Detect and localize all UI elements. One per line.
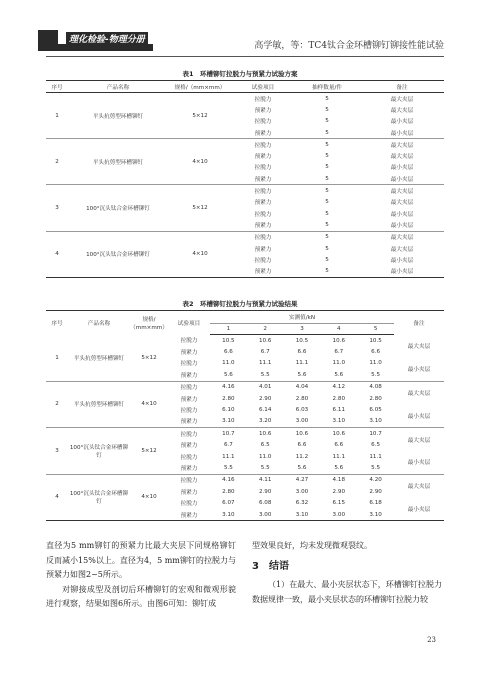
- table2-cell: 11.1: [369, 453, 382, 460]
- table2: [46, 310, 444, 521]
- table2-cell-spec: 4×10: [130, 381, 168, 428]
- table1-cell: 5: [325, 245, 329, 252]
- table2-cell-spec: 5×12: [130, 335, 168, 382]
- table2-cell: 5.6: [320, 369, 357, 381]
- table1-header-cell: 产品名称: [68, 81, 168, 93]
- table2-cell: 10.5: [369, 337, 382, 344]
- table2-cell-name: 平头抗剪型环槽铆钉: [68, 381, 130, 428]
- table2-cell: 6.11: [332, 407, 346, 414]
- table2-cell-remark: 最大夹层: [407, 437, 431, 444]
- right-paragraph-1: 型效果良好，均未发现微观裂纹。: [252, 541, 372, 550]
- page-number: 23: [427, 636, 436, 644]
- table2-cell: 3.00: [320, 509, 357, 521]
- table2-header-row: [46, 311, 444, 324]
- table2-cell: 2.90: [258, 488, 272, 495]
- table1-cell-no: 1: [46, 93, 68, 139]
- table2-cell: 2.90: [258, 395, 272, 402]
- table2-cell: 10.7: [369, 430, 382, 437]
- table2-cell-remark: 最大夹层: [407, 390, 431, 397]
- table1-cell: 最小夹层: [360, 219, 444, 231]
- table2-cell-remark: 最小夹层: [394, 497, 444, 520]
- table1-cell: 5: [325, 118, 329, 125]
- table1-cell-spec: 5×12: [168, 93, 232, 139]
- table2-cell: 11.1: [222, 453, 235, 460]
- table2-cell: 6.10: [222, 407, 235, 414]
- table2-row: [46, 381, 444, 393]
- table2-cell-name: 100°沉头钛合金环槽铆钉: [68, 474, 130, 521]
- table2-cell: 4.12: [332, 384, 346, 391]
- table1-cell: 拉脱力: [254, 235, 272, 242]
- table2-cell: 3.20: [247, 416, 284, 428]
- table1-row: [46, 93, 444, 105]
- table1-cell: 5: [325, 141, 329, 148]
- section-title-conclusion: 3 结语: [252, 560, 289, 572]
- table1-cell-name: 100°沉头钛合金环槽铆钉: [68, 185, 168, 231]
- table1-cell: 拉脱力: [254, 96, 272, 103]
- table1-cell: 最大夹层: [390, 154, 414, 161]
- table2-header-measured: 实测值/kN: [210, 311, 394, 324]
- table2-cell: 3.10: [357, 416, 394, 428]
- table2-cell: 6.7: [260, 349, 270, 356]
- table2-cell: 10.7: [222, 430, 235, 437]
- table2-cell: 6.6: [334, 442, 344, 449]
- table2-cell: 拉脱力: [180, 454, 198, 461]
- table2-cell: 10.6: [332, 430, 346, 437]
- table2-cell: 5.6: [284, 369, 321, 381]
- table2-cell: 2.80: [295, 395, 309, 402]
- table2-cell: 6.6: [223, 349, 233, 356]
- table1-cell: 最大夹层: [390, 200, 414, 207]
- table1-cell: 5: [325, 199, 329, 206]
- table2-cell: 11.2: [295, 453, 309, 460]
- table1-cell-spec: 4×10: [168, 231, 232, 277]
- table2-cell: 3.10: [357, 509, 394, 521]
- table2-cell: 2.80: [332, 395, 346, 402]
- table1-cell: 5: [325, 210, 329, 217]
- table1-cell: 拉脱力: [254, 119, 272, 126]
- table2-cell: 3.00: [284, 416, 321, 428]
- table1-cell: 拉脱力: [254, 189, 272, 196]
- table2-cell: 2.80: [222, 488, 235, 495]
- table2-cell: 6.5: [371, 442, 381, 449]
- table2-cell: 预紧力: [180, 350, 198, 357]
- table1-cell-no: 4: [46, 231, 68, 277]
- table2-cell: 3.00: [247, 509, 284, 521]
- table2-header-item: 试验项目: [168, 311, 210, 335]
- table1-cell: 5: [294, 265, 360, 277]
- table2-cell: 5.5: [210, 462, 247, 474]
- journal-logo-text: 理化检验-物理分册: [66, 32, 148, 45]
- table2-cell: 6.7: [223, 442, 233, 449]
- table2-cell: 预紧力: [168, 509, 210, 521]
- table1-cell: 最小夹层: [360, 265, 444, 277]
- table1-header-cell: 序号: [46, 81, 68, 93]
- table1-cell: 最小夹层: [390, 119, 414, 126]
- table2-cell: 4.08: [369, 384, 382, 391]
- table2-cell: 拉脱力: [180, 338, 198, 345]
- table2-cell: 11.0: [369, 360, 382, 367]
- table2-cell: 拉脱力: [180, 478, 198, 485]
- table2-cell: 5.6: [210, 369, 247, 381]
- table2-subheader-cell: 5: [357, 324, 394, 335]
- table1-row: [46, 231, 444, 243]
- table2-cell: 6.6: [297, 442, 307, 449]
- table2-cell: 4.11: [258, 477, 272, 484]
- table2-cell: 3.10: [210, 509, 247, 521]
- table2-cell: 预紧力: [180, 489, 198, 496]
- table1-cell: 最大夹层: [390, 189, 414, 196]
- table2-header-name: 产品名称: [68, 311, 130, 335]
- table1-cell: 预紧力: [232, 127, 294, 139]
- table2-cell: 5.5: [247, 369, 284, 381]
- table2-cell: 6.6: [297, 349, 307, 356]
- table2-header-remark: 备注: [394, 311, 444, 335]
- table2-cell: 5.6: [320, 462, 357, 474]
- journal-logo: [14, 30, 154, 54]
- table2-cell: 10.6: [295, 430, 309, 437]
- table1-cell-name: 平头抗剪型环槽铆钉: [68, 139, 168, 185]
- table1-row: [46, 139, 444, 151]
- table2-cell-remark: 最小夹层: [394, 358, 444, 381]
- table2-cell: 拉脱力: [180, 385, 198, 392]
- table2-cell: 2.90: [369, 488, 382, 495]
- table2-cell: 2.80: [369, 395, 382, 402]
- table1-cell: 5: [325, 188, 329, 195]
- table1-cell: 预紧力: [254, 200, 272, 207]
- table1-cell: 预紧力: [254, 246, 272, 253]
- table2-cell: 拉脱力: [180, 361, 198, 368]
- header-rule: [46, 56, 444, 57]
- table2-cell: 11.0: [258, 453, 272, 460]
- table2-row: [46, 474, 444, 486]
- table1-cell: 预紧力: [232, 265, 294, 277]
- table2-subheader-cell: 3: [284, 324, 321, 335]
- table2-cell: 6.14: [258, 407, 272, 414]
- table2-cell-name: 平头抗剪型环槽铆钉: [68, 335, 130, 382]
- table2-cell: 5.5: [357, 369, 394, 381]
- table1-cell: 预紧力: [254, 107, 272, 114]
- table2-cell: 3.10: [210, 416, 247, 428]
- table1-cell: 最小夹层: [360, 127, 444, 139]
- table2-cell: 10.6: [332, 337, 346, 344]
- table2-cell: 5.5: [247, 462, 284, 474]
- table1-header-row: [46, 81, 444, 93]
- table1-cell-name: 平头抗剪型环槽铆钉: [68, 93, 168, 139]
- table2-cell: 预紧力: [168, 416, 210, 428]
- table1-cell-spec: 5×12: [168, 185, 232, 231]
- page-header: [0, 0, 480, 51]
- table2-cell: 4.27: [295, 477, 309, 484]
- table1-cell: 拉脱力: [254, 142, 272, 149]
- table2-cell: 10.5: [295, 337, 309, 344]
- table2-cell: 2.90: [332, 488, 346, 495]
- table2-cell: 4.20: [369, 477, 382, 484]
- table2-cell: 6.05: [369, 407, 382, 414]
- body-right-column: [252, 539, 442, 607]
- table1-cell: 5: [325, 256, 329, 263]
- table2-cell: 预紧力: [180, 443, 198, 450]
- table1-cell-no: 2: [46, 139, 68, 185]
- table2-cell: 11.0: [332, 360, 346, 367]
- table1-cell: 最大夹层: [390, 107, 414, 114]
- table2-header-spec: 规格/（mm×mm）: [130, 311, 168, 335]
- table2-cell: 拉脱力: [180, 431, 198, 438]
- table1-cell: 最小夹层: [390, 257, 414, 264]
- table1-cell: 5: [325, 106, 329, 113]
- table1-cell: 预紧力: [232, 219, 294, 231]
- table1-cell-spec: 4×10: [168, 139, 232, 185]
- table1-cell: 5: [325, 95, 329, 102]
- table2-row: [46, 428, 444, 440]
- table2-cell: 预紧力: [168, 462, 210, 474]
- table2-cell: 10.6: [258, 430, 272, 437]
- table2-row: [46, 335, 444, 347]
- table2-cell-remark: 最小夹层: [394, 404, 444, 427]
- table2-cell-spec: 5×12: [130, 428, 168, 475]
- table1-cell: 预紧力: [232, 173, 294, 185]
- table1-cell-no: 3: [46, 185, 68, 231]
- table2-cell: 预紧力: [180, 396, 198, 403]
- left-paragraph-1: 直径为5 mm铆钉的预紧力比最大夹层下同规格铆钉反而减小15%以上。直径为4，5 mm铆钉的拉脱力与预紧力如图2~5所示。: [46, 541, 236, 579]
- table1-caption: 表1 环槽铆钉拉脱力与预紧力试验方案: [182, 70, 298, 78]
- table2-cell: 4.16: [222, 384, 235, 391]
- table1-cell: 拉脱力: [254, 211, 272, 218]
- body-left-column: [46, 539, 236, 612]
- table2-cell: 6.18: [369, 500, 382, 507]
- table2-cell-remark: 最大夹层: [407, 484, 431, 491]
- table1-cell: 拉脱力: [254, 257, 272, 264]
- table1-cell: 最大夹层: [390, 235, 414, 242]
- table2-cell: 预紧力: [168, 369, 210, 381]
- table1-cell: 5: [294, 127, 360, 139]
- table2-cell: 6.03: [295, 407, 309, 414]
- table2-cell-no: 1: [46, 335, 68, 382]
- right-paragraph-2: （1）在最大、最小夹层状态下，环槽铆钉拉脱力数据规律一致，最小夹层状态的环槽铆钉拉脱力较: [252, 580, 442, 604]
- table1-cell: 最小夹层: [390, 165, 414, 172]
- table1-cell: 5: [325, 234, 329, 241]
- table2-cell: 3.10: [320, 416, 357, 428]
- table1-cell: 5: [294, 173, 360, 185]
- table2-cell: 6.07: [222, 500, 235, 507]
- table1-cell: 预紧力: [254, 154, 272, 161]
- table2-subheader-cell: 1: [210, 324, 247, 335]
- table2-cell: 11.1: [258, 360, 272, 367]
- table2-cell-remark: 最小夹层: [394, 451, 444, 474]
- running-title: 高学敏，等：TC4钛合金环槽铆钉铆接性能试验: [254, 41, 444, 51]
- table1-header-cell: 规格/（mm×mm）: [168, 81, 232, 93]
- table1-cell: 拉脱力: [254, 165, 272, 172]
- table2-cell: 11.1: [295, 360, 309, 367]
- left-paragraph-2: 对铆接成型及剖切后环槽铆钉的宏观和微观形貌进行观察，结果如图6所示。由图6可知：铆钉成: [46, 584, 236, 608]
- table2-cell-remark: 最大夹层: [407, 344, 431, 351]
- table2-cell-no: 2: [46, 381, 68, 428]
- table1-cell: 最大夹层: [390, 142, 414, 149]
- table1-cell-name: 100°沉头钛合金环槽铆钉: [68, 231, 168, 277]
- table2-cell: 6.7: [334, 349, 344, 356]
- table1-cell: 最大夹层: [390, 246, 414, 253]
- table1-cell: 5: [325, 164, 329, 171]
- table2-cell: 6.32: [295, 500, 309, 507]
- table2-cell-spec: 4×10: [130, 474, 168, 521]
- table2-cell: 5.5: [357, 462, 394, 474]
- table1: [46, 80, 444, 278]
- table1-header-cell: 试验项目: [232, 81, 294, 93]
- table2-cell: 4.18: [332, 477, 346, 484]
- table1-cell: 最小夹层: [390, 211, 414, 218]
- table2-cell: 拉脱力: [180, 408, 198, 415]
- table2-cell: 拉脱力: [180, 501, 198, 508]
- table2-header-no: 序号: [46, 311, 68, 335]
- table2-cell-name: 100°沉头钛合金环槽铆钉: [68, 428, 130, 475]
- table2-subheader-cell: 4: [320, 324, 357, 335]
- table2-cell-no: 4: [46, 474, 68, 521]
- table2-caption: 表2 环槽铆钉拉脱力与预紧力试验结果: [182, 300, 298, 308]
- table2-cell: 3.00: [295, 488, 309, 495]
- table2-cell: 10.5: [222, 337, 235, 344]
- table2-cell: 3.10: [284, 509, 321, 521]
- table1-cell: 5: [325, 153, 329, 160]
- table2-cell: 2.80: [222, 395, 235, 402]
- table1-cell: 最大夹层: [390, 96, 414, 103]
- table1-row: [46, 185, 444, 197]
- table2-cell: 6.6: [371, 349, 381, 356]
- table2-cell-no: 3: [46, 428, 68, 475]
- table1-cell: 最小夹层: [360, 173, 444, 185]
- table2-cell: 4.04: [295, 384, 309, 391]
- table1-header-cell: 备注: [360, 81, 444, 93]
- table2-cell: 4.16: [222, 477, 235, 484]
- table2-cell: 6.15: [332, 500, 346, 507]
- table2-subheader-cell: 2: [247, 324, 284, 335]
- table2-cell: 6.08: [258, 500, 272, 507]
- table1-cell: 5: [294, 219, 360, 231]
- table2-cell: 6.5: [260, 442, 270, 449]
- table1-header-cell: 抽样数量/件: [294, 81, 360, 93]
- table2-cell: 5.6: [284, 462, 321, 474]
- table2-cell: 11.0: [222, 360, 235, 367]
- table2-cell: 11.1: [332, 453, 346, 460]
- table2-cell: 4.01: [258, 384, 272, 391]
- table2-cell: 10.6: [258, 337, 272, 344]
